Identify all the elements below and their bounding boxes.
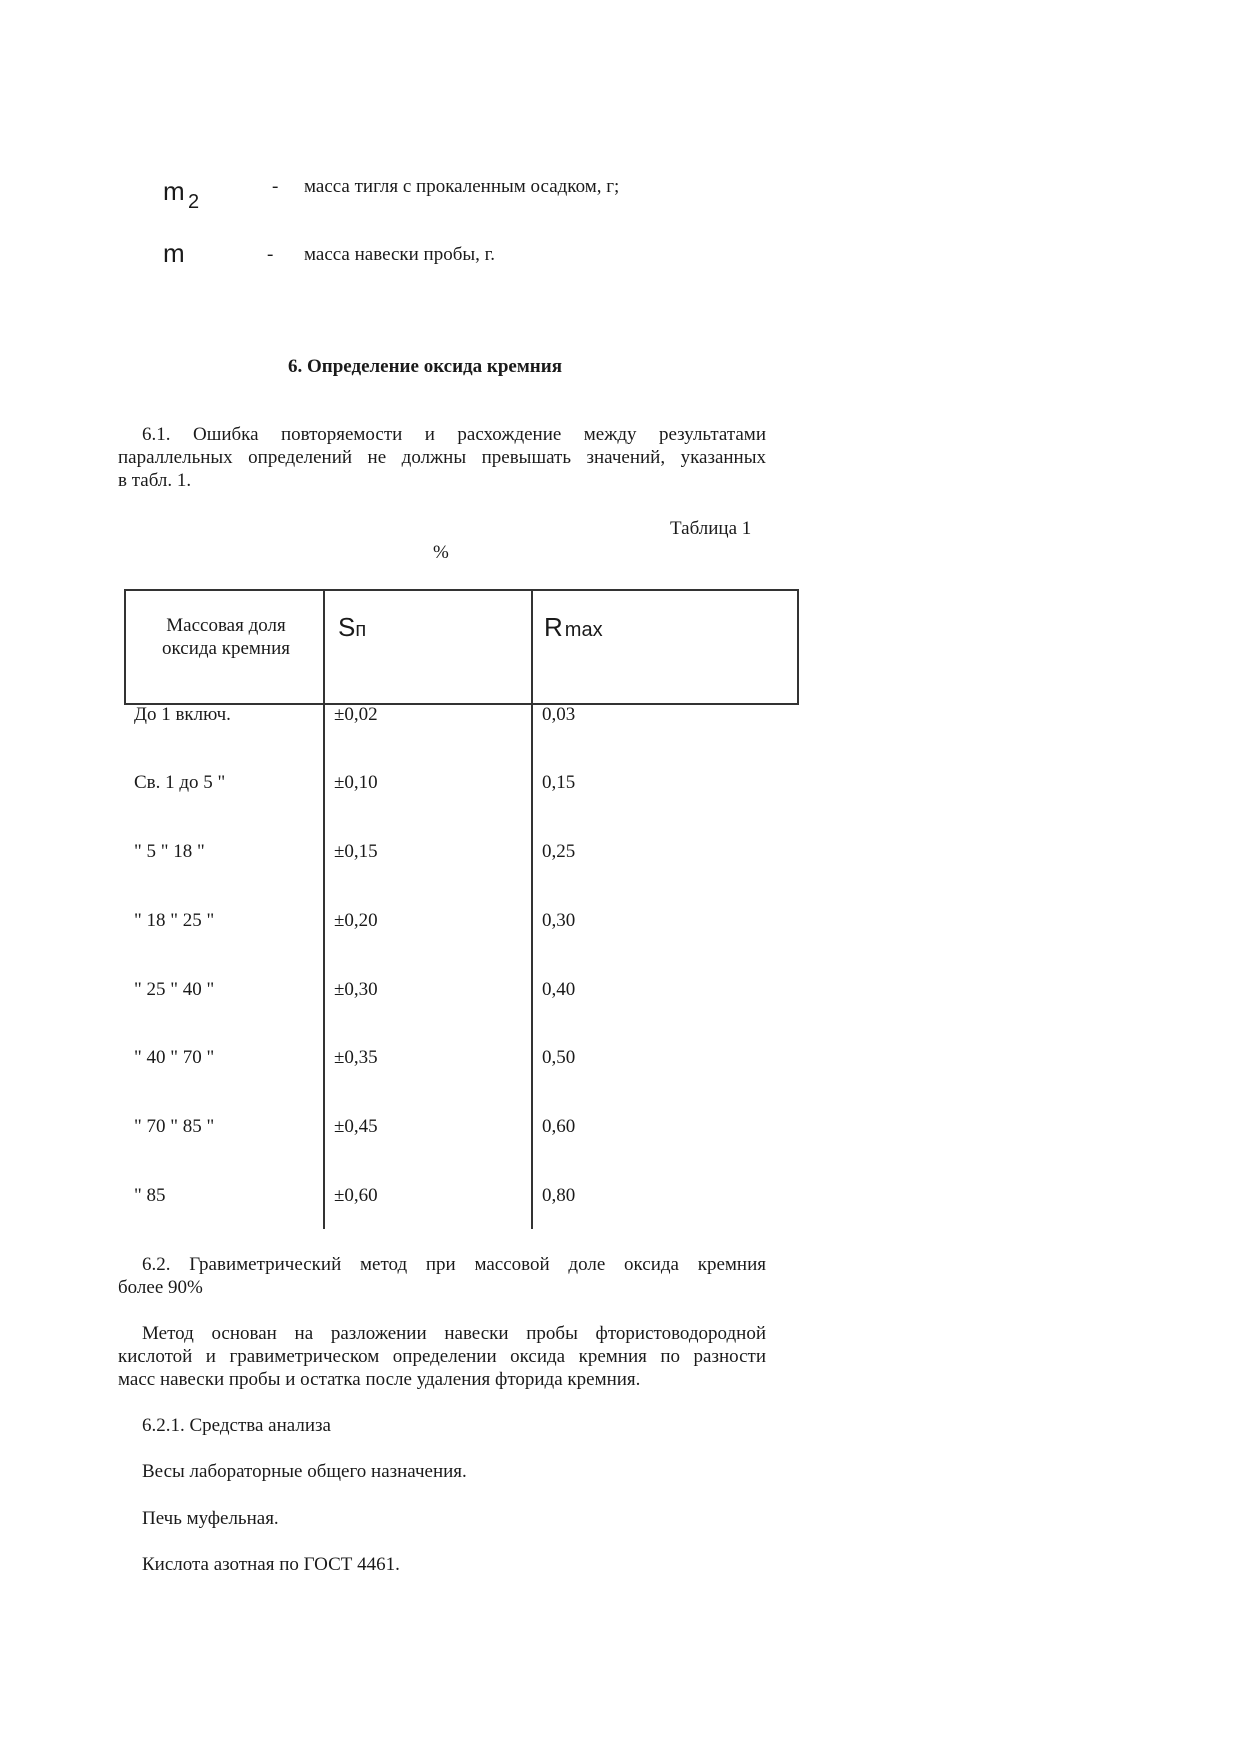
table-column-divider	[323, 589, 325, 1229]
cell-r: 0,25	[542, 841, 576, 862]
header-subscript: max	[564, 619, 603, 641]
section-title: 6. Определение оксида кремния	[288, 356, 562, 377]
list-item: Печь муфельная.	[142, 1508, 279, 1529]
cell-s: ±0,10	[334, 772, 378, 793]
cell-s: ±0,15	[334, 841, 378, 862]
symbol-subscript: 2	[188, 191, 200, 213]
paragraph-line: в табл. 1.	[118, 470, 192, 491]
paragraph-line: масс навески пробы и остатка после удаления фторида кремния.	[118, 1369, 641, 1390]
cell-r: 0,80	[542, 1185, 576, 1206]
cell-s: ±0,60	[334, 1185, 378, 1206]
cell-r: 0,15	[542, 772, 576, 793]
table-header-s	[338, 612, 366, 643]
paragraph-line: параллельных определений не должны превышать значений, указанных	[118, 447, 766, 468]
list-item: Кислота азотная по ГОСТ 4461.	[142, 1554, 400, 1575]
table-column-divider	[531, 589, 533, 1229]
symbol-m: m	[163, 238, 185, 268]
cell-s: ±0,30	[334, 979, 378, 1000]
cell-range: " 85	[134, 1185, 166, 1206]
header-line: Массовая доля	[166, 615, 286, 636]
cell-r: 0,60	[542, 1116, 576, 1137]
cell-range: " 70 " 85 "	[134, 1116, 215, 1137]
paragraph-line: более 90%	[118, 1277, 203, 1298]
paragraph-line: Метод основан на разложении навески пробы фтористоводородной	[142, 1323, 766, 1344]
cell-range: " 25 " 40 "	[134, 979, 215, 1000]
paragraph-6-1	[118, 423, 766, 492]
cell-range: До 1 включ.	[134, 704, 231, 725]
paragraph-line: 6.2. Гравиметрический метод при массовой доле оксида кремния	[142, 1254, 766, 1275]
list-item: Весы лабораторные общего назначения.	[142, 1461, 467, 1482]
cell-r: 0,30	[542, 910, 576, 931]
header-subscript: п	[355, 619, 367, 641]
paragraph-method	[118, 1322, 766, 1391]
symbol-m: m	[163, 176, 185, 206]
definition-text: масса тигля с прокаленным осадком, г;	[304, 176, 620, 197]
definition-dash: -	[267, 244, 274, 265]
cell-s: ±0,35	[334, 1047, 378, 1068]
subsection-title: 6.2.1. Средства анализа	[142, 1415, 331, 1436]
cell-r: 0,50	[542, 1047, 576, 1068]
cell-s: ±0,20	[334, 910, 378, 931]
definition-text: масса навески пробы, г.	[304, 244, 496, 265]
header-symbol: R	[544, 612, 563, 642]
table-header-r	[544, 612, 603, 643]
cell-range: " 18 " 25 "	[134, 910, 215, 931]
cell-s: ±0,45	[334, 1116, 378, 1137]
paragraph-6-2	[118, 1253, 766, 1299]
paragraph-line: кислотой и гравиметрическом определении оксида кремния по разности	[118, 1346, 766, 1367]
cell-s: ±0,02	[334, 704, 378, 725]
table-caption: Таблица 1	[670, 518, 752, 539]
definition-dash: -	[272, 176, 279, 197]
table-unit: %	[433, 542, 449, 563]
paragraph-line: 6.1. Ошибка повторяемости и расхождение между результатами	[142, 424, 766, 445]
cell-range: " 5 " 18 "	[134, 841, 205, 862]
header-line: оксида кремния	[162, 638, 290, 659]
cell-r: 0,03	[542, 704, 576, 725]
table-header-mass-fraction	[128, 614, 324, 660]
header-symbol: S	[338, 612, 356, 642]
cell-range: Св. 1 до 5 "	[134, 772, 226, 793]
cell-range: " 40 " 70 "	[134, 1047, 215, 1068]
cell-r: 0,40	[542, 979, 576, 1000]
